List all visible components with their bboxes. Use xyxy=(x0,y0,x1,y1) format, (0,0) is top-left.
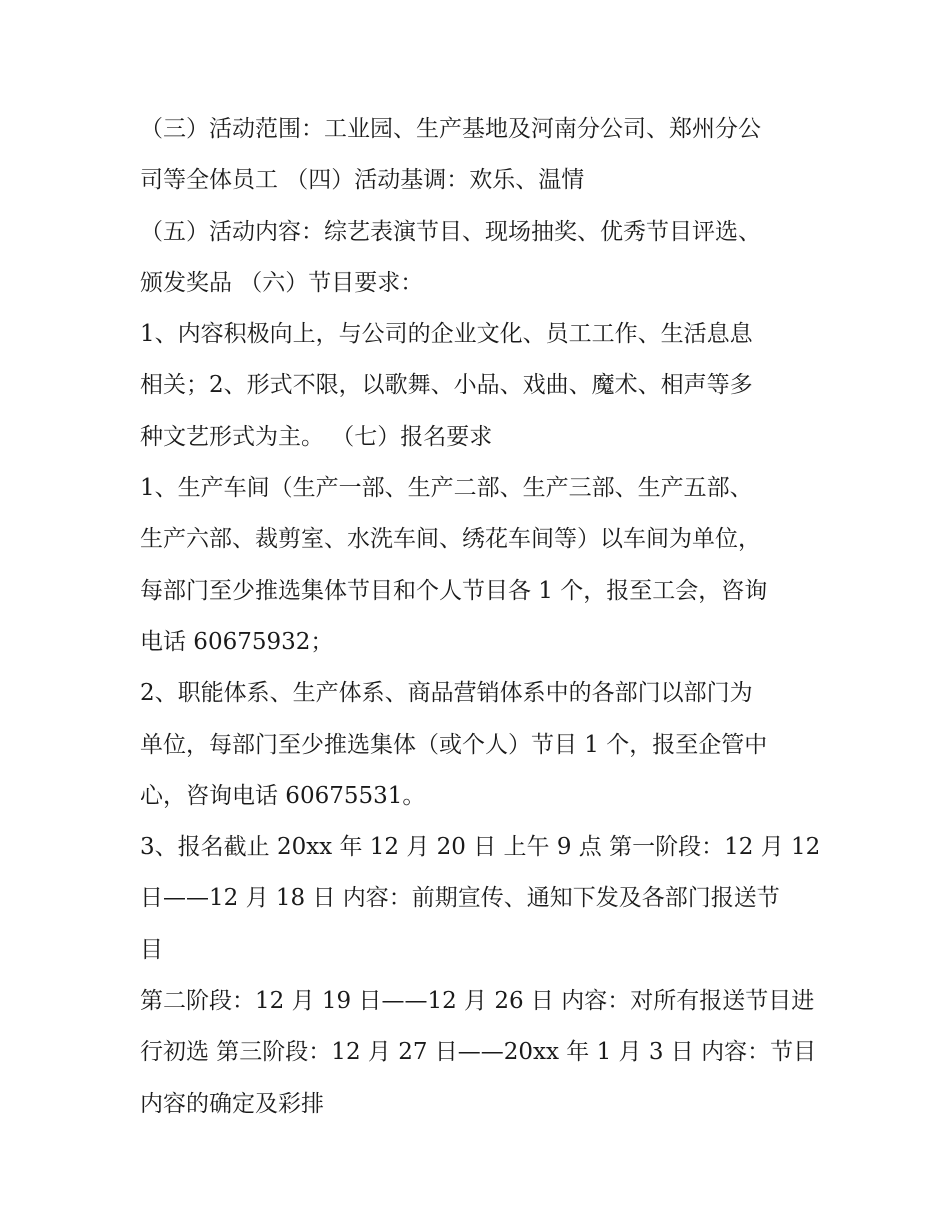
text-line: 1、内容积极向上，与公司的企业文化、员工工作、生活息息 xyxy=(140,321,753,348)
text-line: 行初选 第三阶段：12 月 27 日——20xx 年 1 月 3 日 内容：节目 xyxy=(140,1039,817,1066)
text-line: 种文艺形式为主。 （七）报名要求 xyxy=(140,423,493,450)
text-line: 第二阶段：12 月 19 日——12 月 26 日 内容：对所有报送节目进 xyxy=(140,988,815,1015)
document-body xyxy=(140,104,820,1130)
text-line: 相关；2、形式不限，以歌舞、小品、戏曲、魔术、相声等多 xyxy=(140,372,753,399)
text-line: 生产六部、裁剪室、水洗车间、绣花车间等）以车间为单位， xyxy=(140,526,761,553)
text-line: 1、生产车间（生产一部、生产二部、生产三部、生产五部、 xyxy=(140,475,753,502)
text-line: 目 xyxy=(140,936,163,963)
text-line: 单位，每部门至少推选集体（或个人）节目 1 个，报至企管中 xyxy=(140,731,768,758)
text-line: 每部门至少推选集体节目和个人节目各 1 个，报至工会，咨询 xyxy=(140,577,768,604)
text-line: 3、报名截止 20xx 年 12 月 20 日 上午 9 点 第一阶段：12 月 12 xyxy=(140,834,820,861)
text-line: （五）活动内容：综艺表演节目、现场抽奖、优秀节目评选、 xyxy=(140,218,761,245)
text-line: 颁发奖品 （六）节目要求： xyxy=(140,269,424,296)
text-line: 2、职能体系、生产体系、商品营销体系中的各部门以部门为 xyxy=(140,680,753,707)
text-line: 心，咨询电话 60675531。 xyxy=(140,782,426,809)
text-line: （三）活动范围：工业园、生产基地及河南分公司、郑州分公 xyxy=(140,116,761,142)
text-line: 司等全体员工 （四）活动基调：欢乐、温情 xyxy=(140,167,585,194)
text-line: 日——12 月 18 日 内容：前期宣传、通知下发及各部门报送节 xyxy=(140,885,780,912)
text-line: 电话 60675932； xyxy=(140,628,334,655)
text-line: 内容的确定及彩排 xyxy=(140,1090,324,1117)
